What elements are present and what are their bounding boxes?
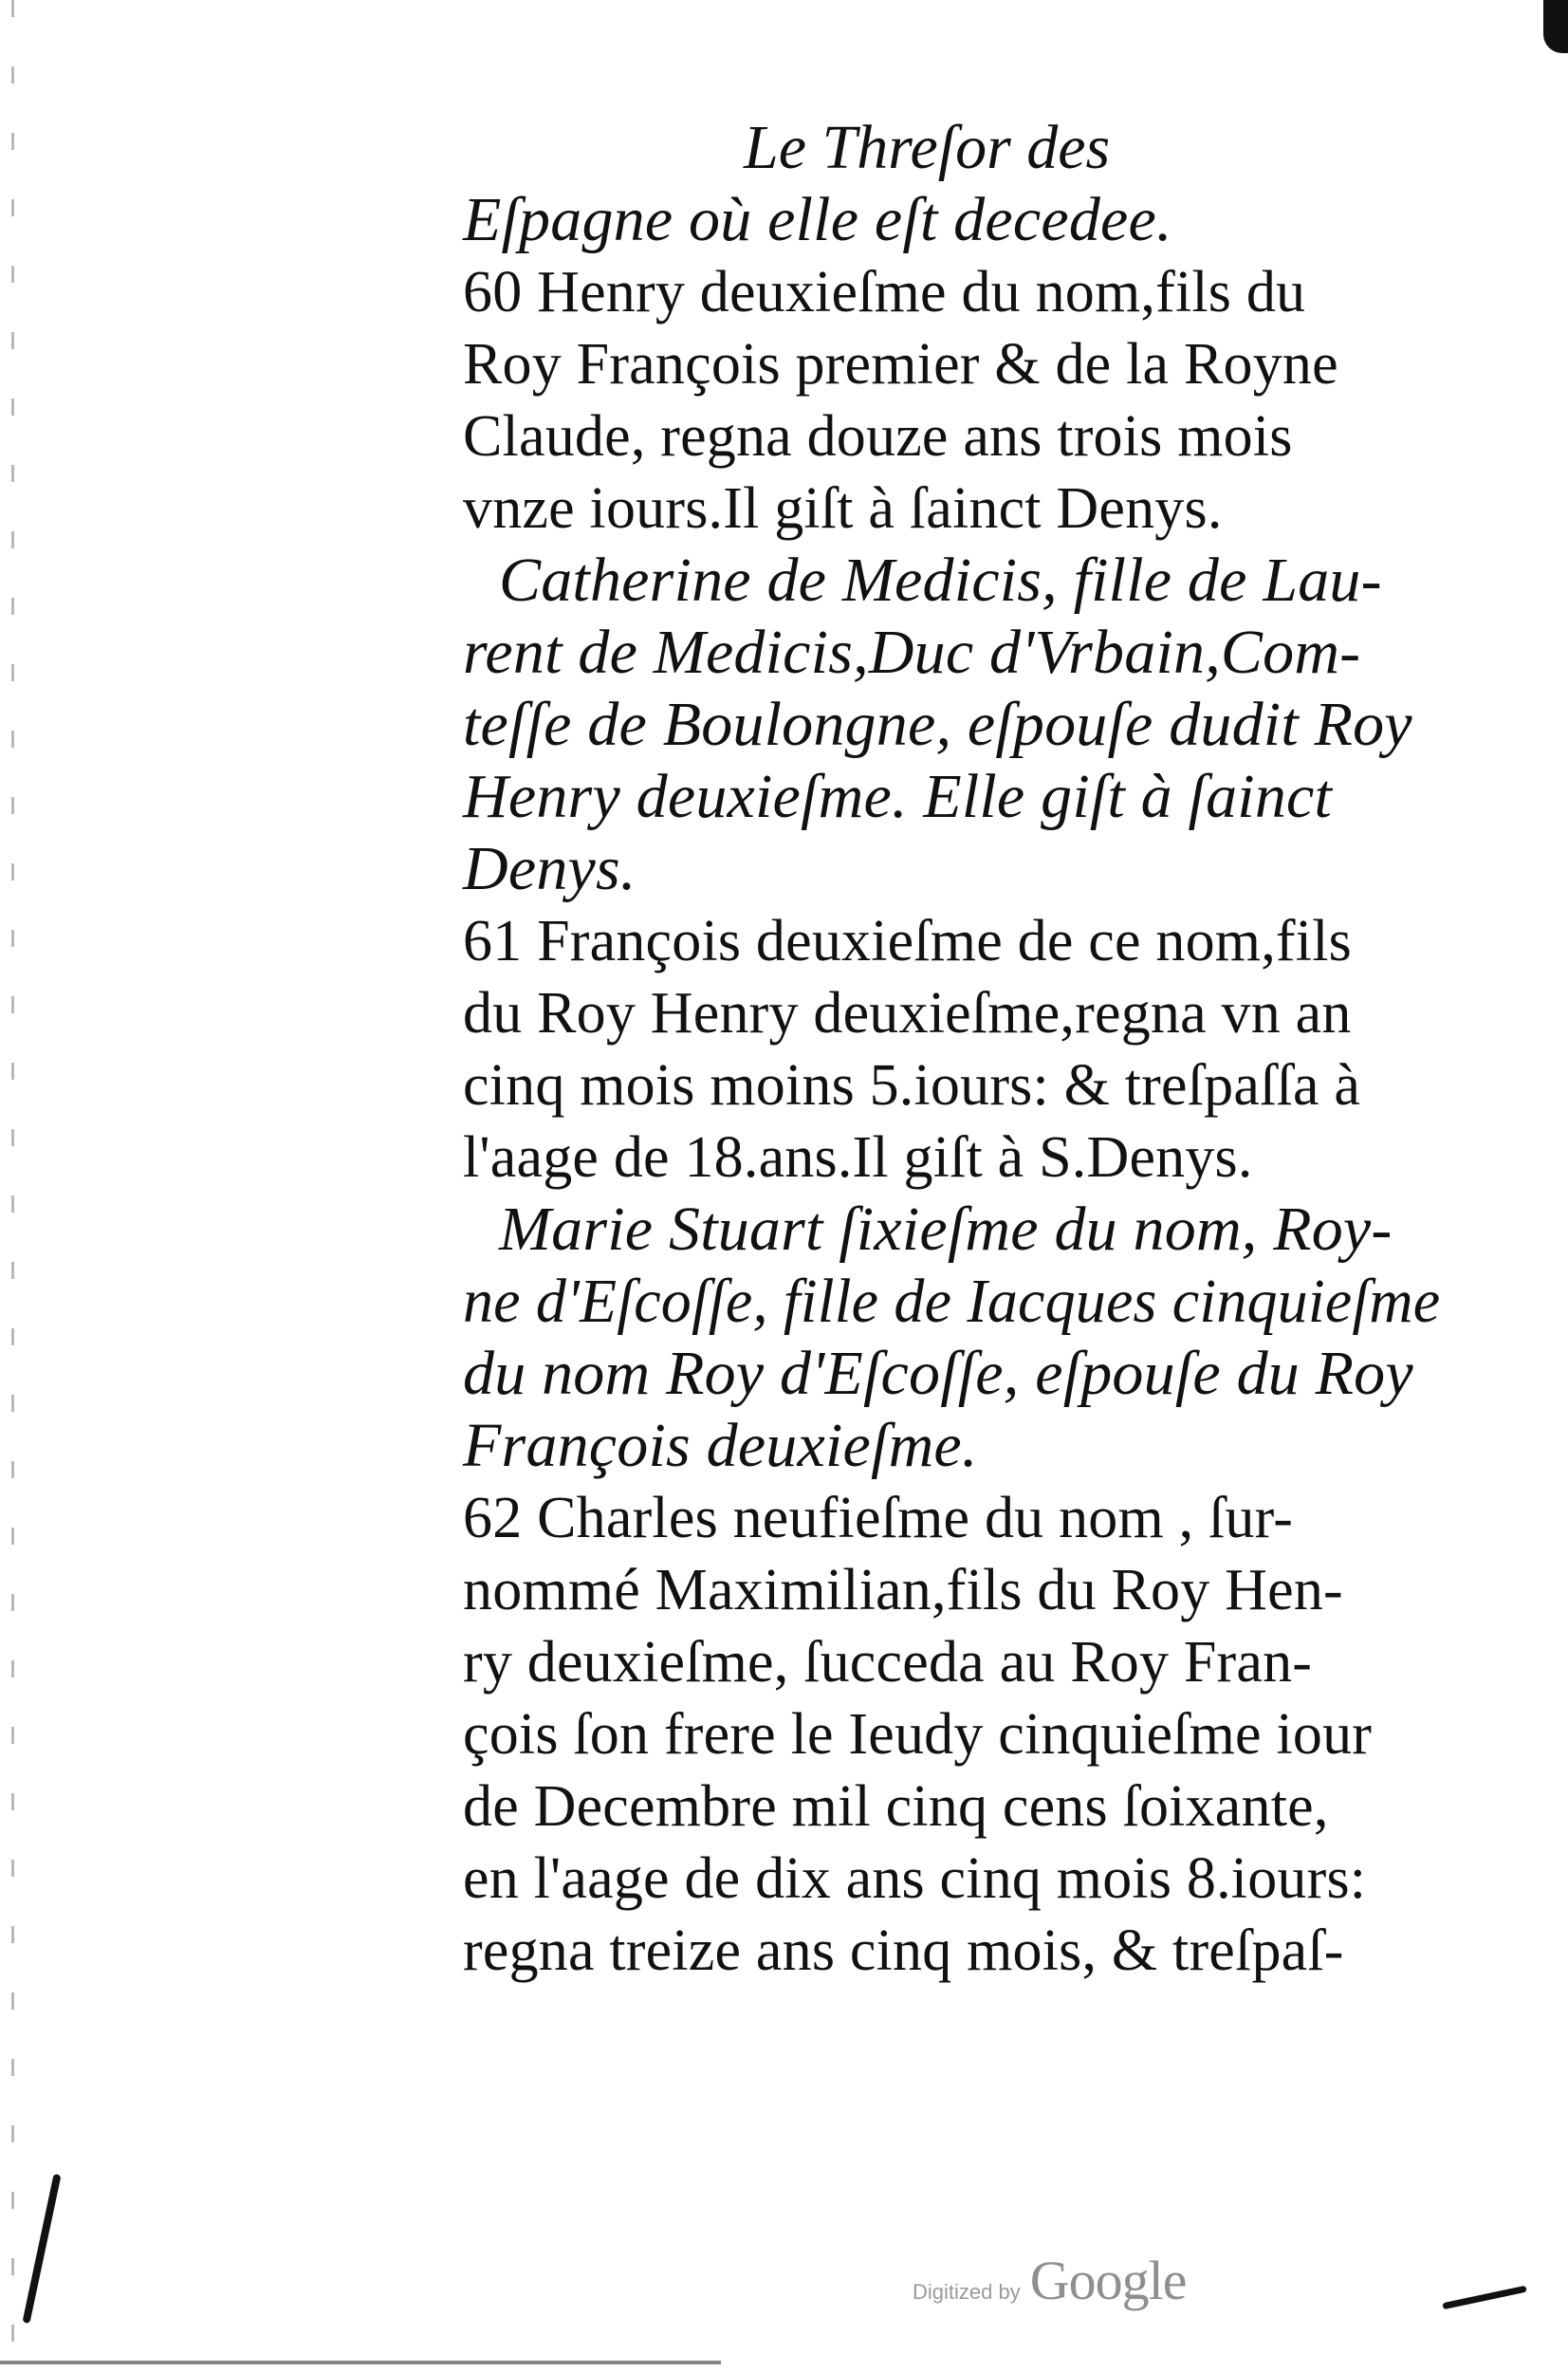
- text-line: teſſe de Boulongne, eſpouſe dudit Roy: [463, 690, 1412, 759]
- watermark-prefix: Digitized by: [913, 2280, 1021, 2304]
- text-line: du Roy Henry deuxieſme,regna vn an: [463, 981, 1352, 1046]
- corner-ink-mark: [1543, 0, 1568, 53]
- text-line: ne d'Eſcoſſe, fille de Iacques cinquieſme: [463, 1267, 1441, 1336]
- text-line: 62 Charles neufieſme du nom , ſur-: [463, 1486, 1294, 1550]
- text-line: rent de Medicis,Duc d'Vrbain,Com-: [463, 618, 1361, 687]
- text-line: l'aage de 18.ans.Il giſt à S.Denys.: [463, 1125, 1253, 1190]
- text-line: regna treize ans cinq mois, & treſpaſ-: [463, 1918, 1344, 1983]
- bottom-edge-line: [0, 2361, 721, 2364]
- text-line: Claude, regna douze ans trois mois: [463, 404, 1293, 469]
- text-line: Henry deuxieſme. Elle giſt à ſainct: [463, 762, 1333, 831]
- text-line: Eſpagne où elle eſt decedee.: [463, 185, 1172, 254]
- text-line: nommé Maximilian,fils du Roy Hen-: [463, 1558, 1343, 1622]
- text-line: Catherine de Medicis, fille de Lau-: [499, 546, 1382, 615]
- text-block: [463, 112, 1440, 1987]
- digitized-watermark: [913, 2249, 1186, 2312]
- ink-stroke-left: [22, 2174, 61, 2324]
- text-lines: [463, 184, 1440, 1987]
- text-line: vnze iours.Il giſt à ſainct Denys.: [463, 476, 1223, 541]
- page-edge-shadow: [11, 0, 14, 2372]
- text-line: ry deuxieſme, ſucceda au Roy Fran-: [463, 1630, 1313, 1695]
- text-line: cinq mois moins 5.iours: & treſpaſſa à: [463, 1053, 1361, 1118]
- text-line: 61 François deuxieſme de ce nom,fils: [463, 909, 1352, 973]
- text-line: çois ſon frere le Ieudy cinquieſme iour: [463, 1702, 1373, 1767]
- text-line: de Decembre mil cinq cens ſoixante,: [463, 1774, 1329, 1839]
- running-title: Le Threſor des: [744, 113, 1111, 182]
- google-logo: Google: [1029, 2250, 1187, 2311]
- text-line: Marie Stuart ſixieſme du nom, Roy-: [499, 1195, 1393, 1264]
- text-line: du nom Roy d'Eſcoſſe, eſpouſe du Roy: [463, 1339, 1413, 1408]
- text-line: Roy François premier & de la Royne: [463, 332, 1338, 397]
- text-line: Denys.: [463, 834, 636, 903]
- ink-stroke-right: [1442, 2286, 1526, 2310]
- text-line: en l'aage de dix ans cinq mois 8.iours:: [463, 1846, 1367, 1911]
- text-line: 60 Henry deuxieſme du nom,fils du: [463, 260, 1306, 324]
- text-line: François deuxieſme.: [463, 1411, 978, 1480]
